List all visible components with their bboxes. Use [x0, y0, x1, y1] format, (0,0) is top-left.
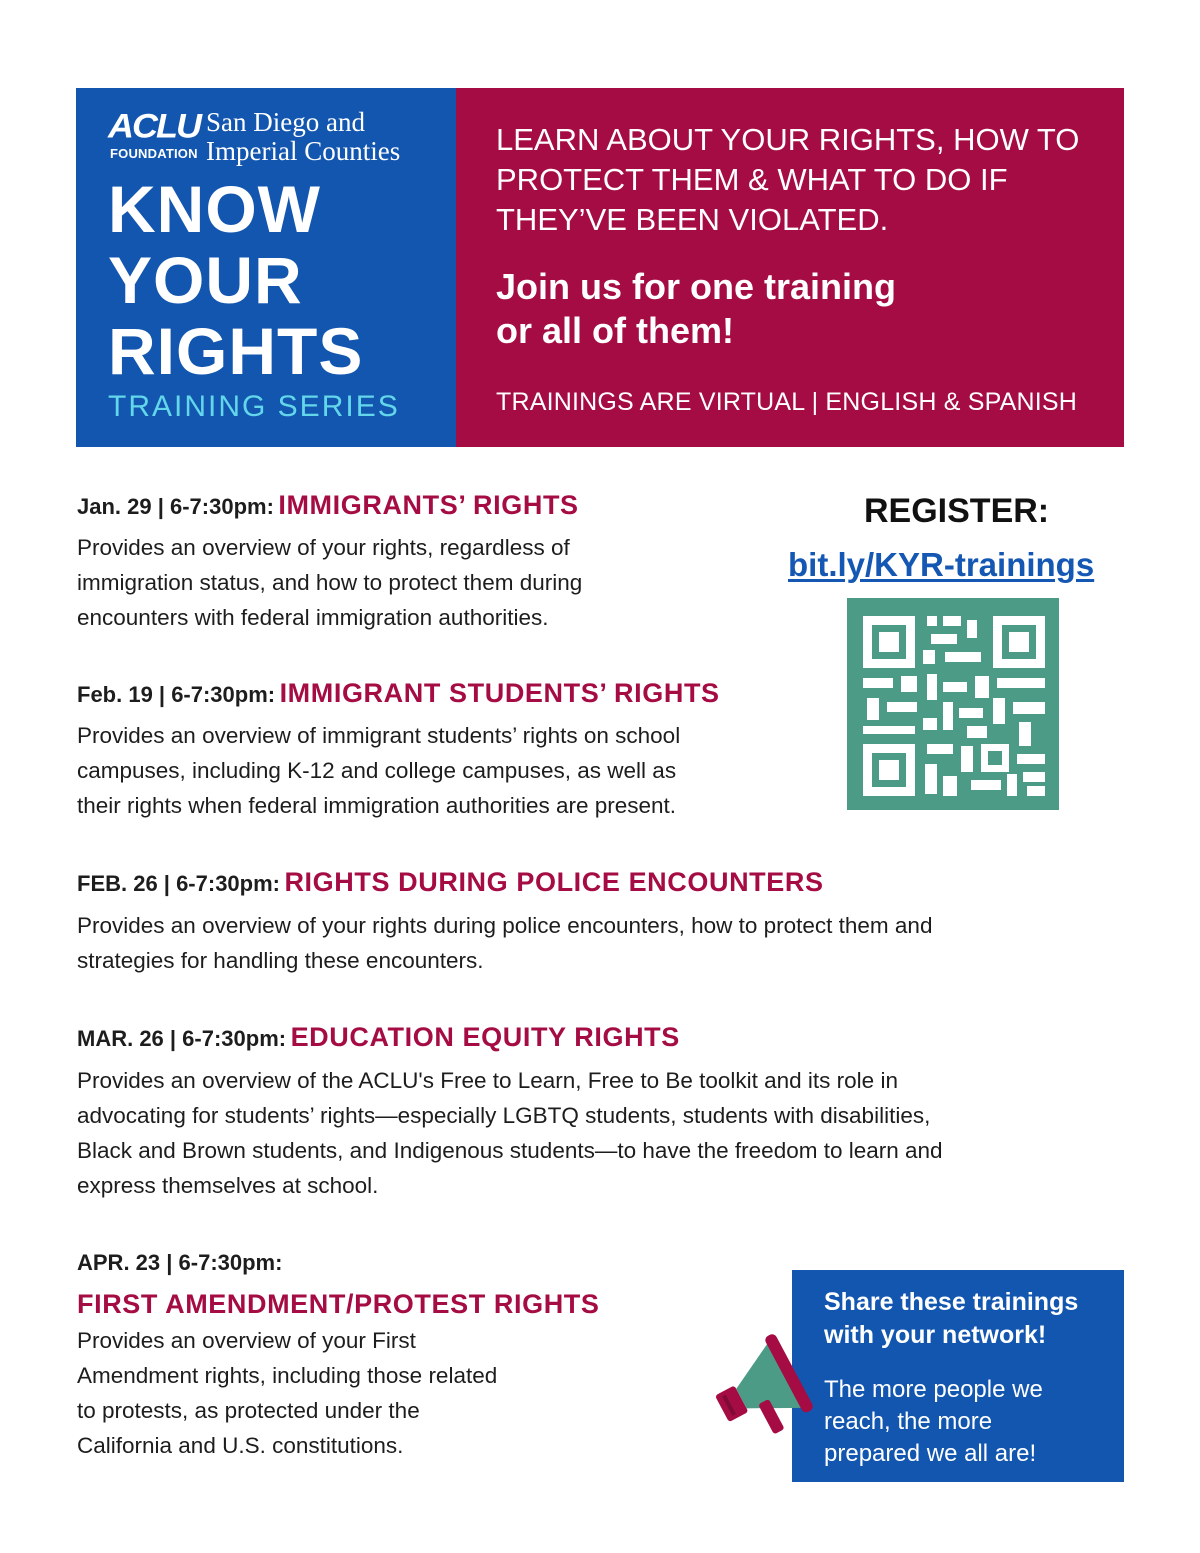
aclu-logo-mark: ACLU: [108, 106, 200, 145]
session-description: Provides an overview of your First Amendment rights, including those related to protests, as protected under the California and U.S. constitutions.: [77, 1328, 498, 1458]
org-name: San Diego and Imperial Counties: [206, 107, 401, 166]
session-immigrant-students-rights: [77, 678, 720, 709]
session-title: RIGHTS DURING POLICE ENCOUNTERS: [284, 867, 824, 897]
virtual-note: TRAININGS ARE VIRTUAL | ENGLISH & SPANISH: [496, 388, 1078, 416]
register-label: REGISTER:: [864, 492, 1050, 530]
learn-tagline: LEARN ABOUT YOUR RIGHTS, HOW TO PROTECT THEM & WHAT TO DO IF THEY’VE BEEN VIOLATED.: [496, 122, 1080, 237]
join-callout: Join us for one training or all of them!: [496, 266, 897, 351]
session-date: MAR. 26 | 6-7:30pm:: [77, 1026, 287, 1051]
session-description: Provides an overview of your rights, regardless of immigration status, and how to protect them during encounters with federal immigration authorities.: [77, 535, 583, 630]
session-description: Provides an overview of immigrant students’ rights on school campuses, including K-12 and college campuses, as well as their rights when federal immigration authorities are present.: [77, 723, 681, 818]
megaphone-icon: [702, 1322, 817, 1452]
session-title: IMMIGRANT STUDENTS’ RIGHTS: [279, 678, 720, 708]
qr-code-icon[interactable]: [847, 598, 1059, 810]
register-link[interactable]: bit.ly/KYR-trainings: [788, 546, 1095, 583]
aclu-logo-foundation: FOUNDATION: [110, 146, 198, 161]
share-heading: Share these trainings with your network!: [824, 1288, 1079, 1349]
session-date: APR. 23 | 6-7:30pm:: [77, 1250, 283, 1275]
session-immigrants-rights: [77, 490, 579, 521]
session-police-encounters: [77, 867, 824, 898]
session-title: EDUCATION EQUITY RIGHTS: [290, 1022, 680, 1052]
session-education-equity: [77, 1022, 680, 1053]
session-date: Feb. 19 | 6-7:30pm:: [77, 682, 276, 707]
session-description: Provides an overview of your rights during police encounters, how to protect them and strategies for handling these encounters.: [77, 913, 933, 973]
session-title: IMMIGRANTS’ RIGHTS: [278, 490, 579, 520]
session-date: FEB. 26 | 6-7:30pm:: [77, 871, 280, 896]
session-date: Jan. 29 | 6-7:30pm:: [77, 494, 274, 519]
page-title: KNOW YOUR RIGHTS: [108, 172, 364, 388]
share-body: The more people we reach, the more prepared we all are!: [824, 1376, 1043, 1467]
session-description: Provides an overview of the ACLU's Free to Learn, Free to Be toolkit and its role in advocating for students’ rights—especially LGBTQ students, students with disabilities, Black and Brown students, and Indigenous students—to have the freedom to learn and express themselves at school.: [77, 1068, 943, 1198]
series-subtitle: TRAINING SERIES: [108, 390, 400, 423]
session-title: FIRST AMENDMENT/PROTEST RIGHTS: [77, 1289, 600, 1319]
